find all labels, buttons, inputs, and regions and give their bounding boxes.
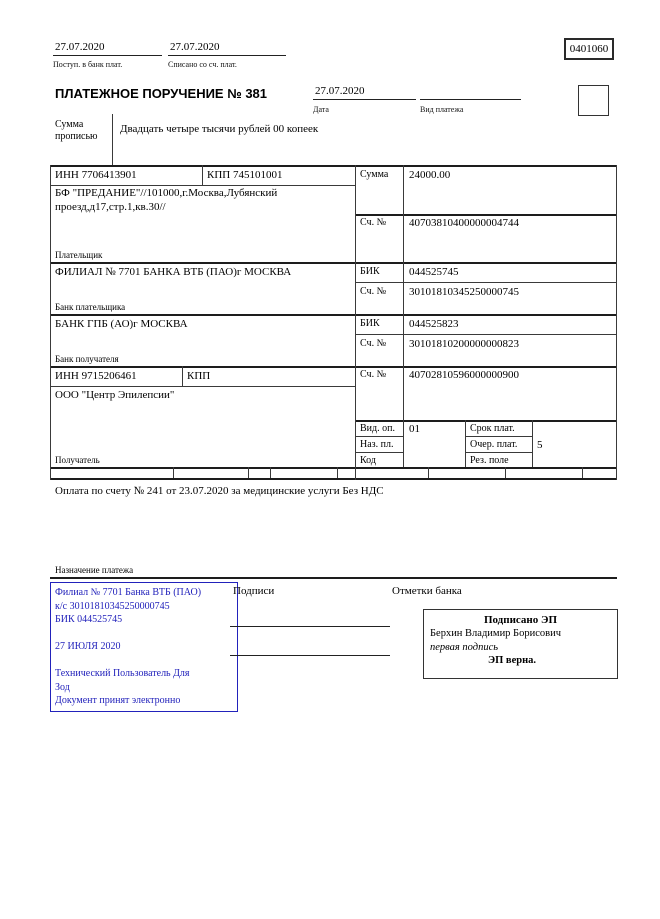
beneficiary-bank-account-label: Сч. № [360, 338, 387, 349]
payment-term-label: Срок плат. [470, 423, 515, 434]
table-border-line [50, 467, 617, 469]
table-border-line [50, 165, 617, 167]
payment-kind-value [420, 84, 521, 99]
priority-label: Очер. плат. [470, 439, 518, 450]
payer-bank-account-value: 30101810345250000745 [409, 286, 519, 298]
payer-account-label: Сч. № [360, 217, 387, 228]
stamp-line: к/с 30101810345250000745 [55, 600, 170, 612]
beneficiary-account-value: 40702810596000000900 [409, 369, 519, 381]
table-grid-line [355, 334, 617, 335]
stamp-line: Технический Пользователь Для [55, 668, 190, 679]
amount-in-words-divider-line [112, 114, 113, 165]
table-grid-line [202, 165, 203, 185]
reserve-field-label: Рез. поле [470, 455, 509, 466]
table-grid-line [182, 366, 183, 386]
signatures-heading: Подписи [233, 585, 275, 597]
document-date-value: 27.07.2020 [315, 85, 365, 97]
document-date-label: Дата [313, 105, 329, 114]
beneficiary-bank-bik-label: БИК [360, 318, 380, 329]
table-grid-line [248, 467, 249, 478]
stamp-line: БИК 044525745 [55, 614, 123, 625]
stamp-line: Филиал № 7701 Банка ВТБ (ПАО) [55, 587, 202, 598]
table-grid-line [173, 467, 174, 478]
table-border-line [616, 165, 617, 480]
received-date-field [53, 40, 162, 56]
stamp-line [55, 654, 233, 668]
received-date-label: Поступ. в банк плат. [53, 60, 123, 69]
table-grid-line [465, 420, 466, 467]
code-label: Код [360, 455, 376, 466]
payer-section-label: Плательщик [55, 250, 103, 260]
payment-kind-field [420, 84, 521, 100]
amount-in-words-value: Двадцать четыре тысячи рублей 00 копеек [120, 123, 319, 135]
debited-date-label: Списано со сч. плат. [168, 60, 237, 69]
bank-acceptance-stamp [50, 582, 238, 712]
payer-name: БФ "ПРЕДАНИЕ"//101000,г.Москва,Лубянский проезд,д17,стр.1,кв.30// [55, 187, 278, 213]
table-border-line [50, 262, 617, 264]
esign-title: Подписано ЭП [483, 614, 558, 626]
table-grid-line [355, 436, 403, 437]
table-grid-line [50, 386, 355, 387]
table-border-line [50, 314, 617, 316]
table-grid-line [465, 452, 532, 453]
table-grid-line [355, 282, 617, 283]
payment-purpose-text: Оплата по счету № 241 от 23.07.2020 за медицинские услуги Без НДС [55, 485, 384, 497]
beneficiary-section-label: Получатель [55, 455, 100, 465]
beneficiary-bank-bik-value: 044525823 [409, 318, 459, 330]
payer-bank-section-label: Банк плательщика [55, 302, 126, 312]
payer-account-value: 40703810400000004744 [409, 217, 519, 229]
table-border-line [50, 478, 617, 480]
esign-validity: ЭП верна. [488, 655, 537, 666]
stamp-line: Документ принят электронно [55, 695, 181, 706]
esign-type: первая подпись [430, 642, 499, 653]
document-title: ПЛАТЕЖНОЕ ПОРУЧЕНИЕ № 381 [55, 86, 268, 101]
payer-bank-name: ФИЛИАЛ № 7701 БАНКА ВТБ (ПАО)г МОСКВА [55, 266, 292, 278]
stamp-line: Зод [55, 681, 70, 693]
payment-purpose-label: Назначение платежа [55, 565, 134, 575]
table-grid-line [270, 467, 271, 478]
table-border-line [355, 420, 617, 422]
table-grid-line [428, 467, 429, 478]
amount-value: 24000.00 [409, 169, 451, 181]
status-checkbox [578, 85, 609, 116]
table-grid-line [465, 436, 532, 437]
stamp-line: 27 ИЮЛЯ 2020 [55, 641, 121, 652]
beneficiary-bank-name: БАНК ГПБ (АО)г МОСКВА [55, 318, 188, 330]
debited-date-field [168, 40, 286, 56]
signature-line [230, 626, 390, 627]
electronic-signature-stamp [423, 609, 618, 679]
op-kind-value: 01 [409, 423, 420, 435]
beneficiary-kpp: КПП [187, 370, 211, 382]
priority-value: 5 [537, 439, 543, 451]
table-grid-line [582, 467, 583, 478]
bank-marks-heading: Отметки банка [392, 585, 462, 597]
table-grid-line [355, 165, 356, 480]
beneficiary-name: ООО "Центр Эпилепсии" [55, 389, 175, 401]
payer-kpp: КПП 745101001 [207, 169, 283, 181]
table-border-line [50, 366, 617, 368]
beneficiary-bank-section-label: Банк получателя [55, 354, 119, 364]
table-grid-line [532, 420, 533, 467]
debited-date-value: 27.07.2020 [170, 41, 220, 53]
payer-bank-bik-value: 044525745 [409, 266, 459, 278]
table-grid-line [403, 165, 404, 467]
signature-line [230, 655, 390, 656]
op-kind-label: Вид. оп. [360, 423, 395, 434]
beneficiary-inn: ИНН 9715206461 [55, 370, 137, 382]
received-date-value: 27.07.2020 [55, 41, 105, 53]
purpose-code-label: Наз. пл. [360, 439, 394, 450]
payer-bank-bik-label: БИК [360, 266, 380, 277]
table-grid-line [505, 467, 506, 478]
table-border-line [50, 165, 51, 480]
purpose-underline [50, 577, 617, 579]
beneficiary-bank-account-value: 30101810200000000823 [409, 338, 519, 350]
payer-bank-account-label: Сч. № [360, 286, 387, 297]
amount-in-words-label: Сумма прописью [55, 119, 98, 142]
document-date-field [313, 84, 416, 100]
esign-signer: Берхин Владимир Борисович [430, 628, 561, 639]
payment-order-table [50, 165, 617, 480]
table-grid-line [337, 467, 338, 478]
amount-label: Сумма [360, 169, 389, 180]
form-code-box: 0401060 [564, 38, 614, 60]
table-grid-line [355, 452, 403, 453]
beneficiary-account-label: Сч. № [360, 369, 387, 380]
payer-inn: ИНН 7706413901 [55, 169, 137, 181]
stamp-line [55, 627, 233, 641]
payment-kind-label: Вид платежа [420, 105, 464, 114]
